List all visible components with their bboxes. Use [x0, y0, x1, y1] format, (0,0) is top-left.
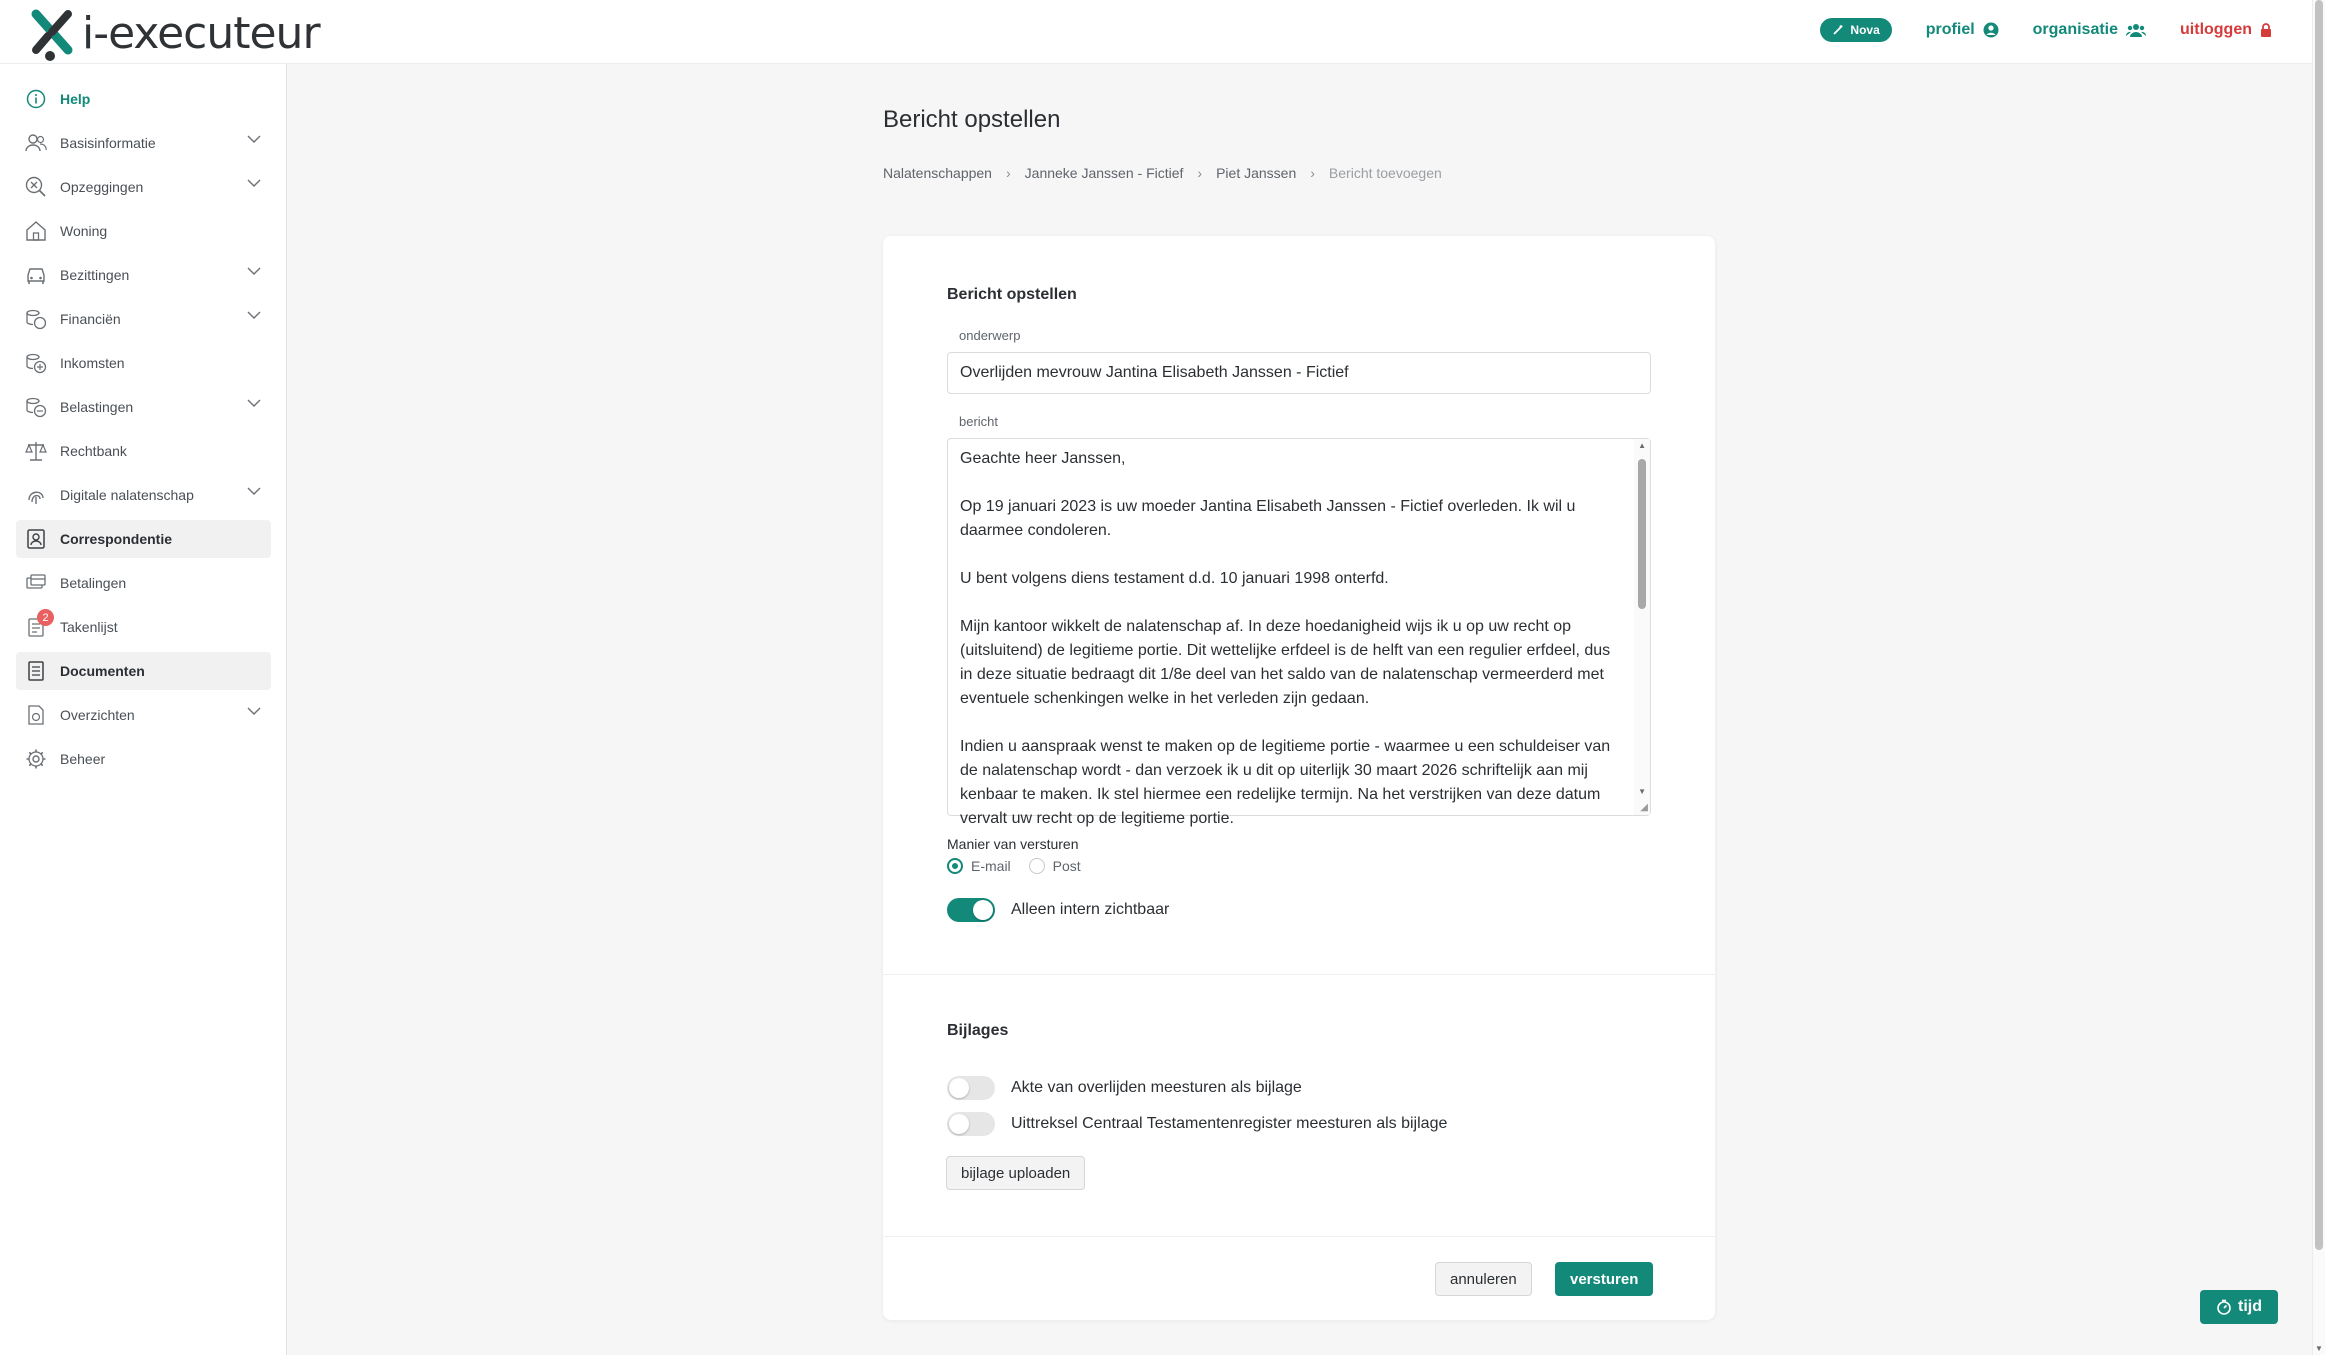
logout-link[interactable] [2180, 21, 2272, 39]
tax-icon [24, 395, 48, 419]
sidebar [0, 64, 287, 1355]
death-certificate-toggle[interactable] [947, 1076, 995, 1100]
send-method-label: Manier van versturen [947, 836, 1079, 852]
sidebar-item-correspondentie[interactable] [16, 520, 271, 558]
upload-attachment-button[interactable]: bijlage uploaden [946, 1156, 1085, 1190]
chevron-down-icon [247, 179, 261, 187]
stopwatch-icon [2216, 1299, 2232, 1315]
attachments-section-title: Bijlages [947, 1022, 1009, 1039]
lock-icon [2260, 23, 2272, 38]
sidebar-item-label: Takenlijst [60, 619, 118, 635]
sidebar-item-label: Correspondentie [60, 531, 173, 547]
compose-section-title: Bericht opstellen [947, 286, 1077, 303]
sidebar-item-digitale-nalatenschap[interactable] [16, 476, 271, 514]
testament-register-toggle[interactable] [947, 1112, 995, 1136]
sidebar-item-takenlijst[interactable] [16, 608, 271, 646]
subject-input[interactable] [947, 352, 1651, 394]
cancel-button[interactable]: annuleren [1435, 1262, 1532, 1296]
internal-visibility-row [947, 898, 1169, 922]
breadcrumb [883, 165, 1442, 181]
chevron-down-icon [247, 487, 261, 495]
page-scrollbar[interactable] [2312, 0, 2325, 1355]
scroll-up-icon[interactable]: ▲ [1638, 441, 1646, 450]
sidebar-item-label: Inkomsten [60, 355, 125, 371]
sidebar-item-inkomsten[interactable] [16, 344, 271, 382]
sidebar-item-label: Belastingen [60, 399, 134, 415]
user-circle-icon [1983, 22, 1999, 38]
chevron-down-icon [247, 399, 261, 407]
organisation-label: organisatie [2032, 21, 2119, 38]
cancel-search-icon [24, 175, 48, 199]
chevron-down-icon [247, 135, 261, 143]
notification-badge: 2 [37, 609, 54, 626]
sidebar-item-opzeggingen[interactable] [16, 168, 271, 206]
profile-link[interactable] [1926, 21, 1999, 39]
breadcrumb-current: Bericht toevoegen [1328, 165, 1442, 181]
timer-label: tijd [2238, 1298, 2262, 1315]
logo-icon [28, 4, 78, 62]
message-scrollbar[interactable] [1634, 439, 1650, 815]
sidebar-item-basisinformatie[interactable] [16, 124, 271, 162]
message-textarea[interactable] [947, 438, 1651, 827]
fingerprint-icon [24, 483, 48, 507]
internal-visibility-toggle[interactable] [947, 898, 995, 922]
overview-icon [24, 703, 48, 727]
radio-post-label[interactable]: Post [1052, 858, 1081, 874]
breadcrumb-item[interactable]: Piet Janssen [1216, 165, 1297, 181]
breadcrumb-item[interactable]: Nalatenschappen [883, 165, 992, 181]
death-certificate-row [947, 1076, 1302, 1100]
organisation-link[interactable] [2033, 21, 2146, 39]
sidebar-item-label: Overzichten [60, 707, 135, 723]
gear-icon [24, 747, 48, 771]
radio-email[interactable] [947, 858, 963, 874]
sidebar-item-documenten[interactable] [16, 652, 271, 690]
sidebar-item-label: Basisinformatie [60, 135, 156, 151]
radio-post[interactable] [1029, 858, 1045, 874]
sidebar-item-help[interactable] [16, 80, 271, 118]
internal-visibility-label: Alleen intern zichtbaar [1011, 901, 1170, 918]
message-label: bericht [959, 414, 999, 429]
sidebar-item-label: Help [60, 91, 91, 107]
send-button[interactable]: versturen [1555, 1262, 1653, 1296]
chevron-right-icon: › [1197, 165, 1203, 181]
testament-register-label: Uittreksel Centraal Testamentenregister meesturen als bijlage [1011, 1115, 1448, 1132]
sidebar-item-overzichten[interactable] [16, 696, 271, 734]
top-bar [0, 0, 2312, 64]
magic-wand-icon [1832, 24, 1844, 36]
nova-button[interactable] [1820, 18, 1891, 42]
sidebar-item-label: Beheer [60, 751, 106, 767]
resize-handle-icon[interactable]: ◢ [1640, 802, 1648, 813]
logo-text: i-executeur [82, 7, 320, 59]
sidebar-item-woning[interactable] [16, 212, 271, 250]
info-icon [24, 87, 48, 111]
sidebar-item-rechtbank[interactable] [16, 432, 271, 470]
send-method-group [947, 858, 1099, 874]
death-certificate-label: Akte van overlijden meesturen als bijlage [1011, 1079, 1302, 1096]
top-nav [1820, 18, 2272, 42]
group-icon [2126, 22, 2146, 38]
sidebar-item-label: Documenten [60, 663, 145, 679]
sidebar-item-betalingen[interactable] [16, 564, 271, 602]
sidebar-item-belastingen[interactable] [16, 388, 271, 426]
chevron-right-icon: › [1310, 165, 1315, 181]
radio-email-label[interactable]: E-mail [971, 858, 1011, 874]
sidebar-item-bezittingen[interactable] [16, 256, 271, 294]
compose-card [883, 236, 1715, 1320]
subject-label: onderwerp [959, 328, 1021, 343]
testament-register-row [947, 1112, 1447, 1136]
documents-icon [24, 659, 48, 683]
contact-book-icon [24, 527, 48, 551]
scroll-down-icon[interactable]: ▼ [1638, 787, 1646, 796]
house-icon [24, 219, 48, 243]
sidebar-item-label: Digitale nalatenschap [60, 487, 194, 503]
car-icon [24, 263, 48, 287]
sidebar-item-label: Financiën [60, 311, 121, 327]
section-divider [883, 974, 1715, 975]
app-logo[interactable] [28, 4, 320, 62]
nova-label: Nova [1850, 23, 1880, 37]
scroll-thumb[interactable] [1638, 459, 1646, 609]
timer-button[interactable] [2200, 1290, 2278, 1324]
sidebar-item-label: Betalingen [60, 575, 127, 591]
page-scroll-thumb[interactable] [2315, 0, 2323, 1250]
chevron-down-icon [247, 311, 261, 319]
sidebar-item-label: Bezittingen [60, 267, 130, 283]
chevron-down-icon [247, 707, 261, 715]
sidebar-item-beheer[interactable] [16, 740, 271, 778]
sidebar-item-financien[interactable] [16, 300, 271, 338]
sidebar-item-label: Opzeggingen [60, 179, 144, 195]
logout-label: uitloggen [2180, 21, 2252, 38]
people-icon [24, 131, 48, 155]
page-title: Bericht opstellen [883, 106, 1061, 133]
coins-icon [24, 307, 48, 331]
profile-label: profiel [1925, 21, 1975, 38]
scales-icon [24, 439, 48, 463]
scroll-down-icon[interactable]: ▼ [2315, 1344, 2323, 1353]
chevron-down-icon [247, 267, 261, 275]
section-divider [883, 1236, 1715, 1237]
message-text: Geachte heer Janssen, Op 19 januari 2023 is uw moeder Jantina Elisabeth Janssen - Fictief overleden. Ik wil u daarmee condoleren. U bent volgens diens testament d.d. 10 januari 1998 onterfd. Mijn kantoor wikkelt de nalatenschap af. In deze hoedanigheid wijs ik u op uw recht op (uitsluitend) de legitieme portie. Dit wettelijke erfdeel is de helft van een regulier erfdeel, dus in deze situatie bedraagt dit 1/8e deel van het saldo van de nalatenschap vermeerderd met eventuele schenkingen welke in het verleden zijn gedaan. Indien u aanspraak wenst te maken op de legitieme portie - waarmee u een schuldeiser van de nalatenschap wordt - dan verzoek ik u dit op uiterlijk 30 maart 2026 schriftelijk aan mij kenbaar te maken. Ik stel hiermee een redelijke termijn. Na het verstrijken van deze datum vervalt uw recht op de legitieme portie. [960, 450, 1611, 827]
payments-icon [24, 571, 48, 595]
chevron-right-icon: › [1005, 165, 1011, 181]
sidebar-item-label: Rechtbank [60, 443, 127, 459]
breadcrumb-item[interactable]: Janneke Janssen - Fictief [1024, 165, 1184, 181]
sidebar-item-label: Woning [60, 223, 108, 239]
income-icon [24, 351, 48, 375]
tasklist-icon [24, 611, 49, 639]
